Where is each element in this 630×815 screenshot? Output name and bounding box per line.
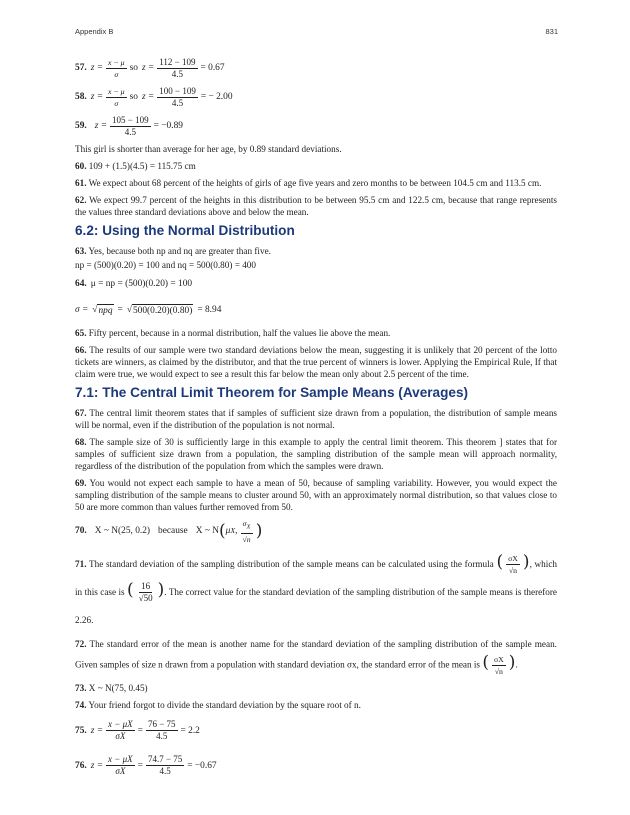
answer-69: 69. You would not expect each sample to have a mean of 50, because of sampling variability. However, you would expect the sampling distribution of the sample means to cluster around 50, with an approximately normal distribution, so that values close to 50 are more common than values further removed from 50. — [75, 478, 557, 512]
answer-68: 68. The sample size of 30 is sufficiently large in this example to apply the central limit theorem. This theorem ] states that for samples of sufficient size drawn from a population, the sampling distribution of the sample mean will approach normality, regardless of the distribution of the population from which the samples were drawn. — [75, 437, 558, 471]
so-word: so — [129, 63, 138, 73]
equals: = — [117, 305, 123, 315]
sqrt-sign: √ — [92, 305, 98, 315]
section-heading-6-2: 6.2: Using the Normal Distribution — [75, 223, 295, 238]
so-word: so — [129, 92, 138, 102]
z-computation: $\frac{105 - 109}{4.5}$ — [112, 114, 149, 137]
item-number: 70. — [75, 526, 87, 537]
sqrt-npq: npq — [98, 305, 113, 316]
eq-result: = − 2.00 — [200, 92, 233, 102]
item-number: 76. — [75, 760, 87, 771]
z-formula: $\frac{x - \mu}{\sigma}$ — [108, 86, 125, 108]
item-number: 64. — [75, 279, 87, 289]
eq-lhs: z = — [90, 725, 104, 736]
z-computation: $\frac{76 - 75}{4.5}$ — [147, 719, 176, 742]
answer-67: 67. The central limit theorem states that if samples of sufficient size drawn from a population, the distribution of sample means will be normal, even if the distribution of the population is not normal. — [75, 408, 557, 430]
because-word: because — [158, 526, 188, 537]
z-formula: $\frac{x - \mu X}{\sigma X}$ — [108, 719, 133, 742]
eq-lhs: z = — [90, 63, 104, 73]
z-computation: $\frac{100 - 109}{4.5}$ — [159, 85, 196, 108]
answer-63-line2: np = (500)(0.20) = 100 and nq = 500(0.80) = 400 — [75, 260, 256, 270]
answer-73: 73. X ~ N(75, 0.45) — [75, 682, 148, 693]
equals: = — [137, 760, 143, 771]
item-number: 75. — [75, 725, 87, 736]
eq-lhs: z = — [90, 92, 104, 102]
answer-57 — [75, 56, 557, 80]
z-formula: $\frac{x - \mu}{\sigma}$ — [108, 57, 125, 79]
eq-result: = 0.67 — [200, 63, 225, 73]
equals: = — [137, 725, 143, 736]
eq-result: = 8.94 — [197, 305, 222, 315]
z-formula: $\frac{x - \mu X}{\sigma X}$ — [108, 754, 133, 777]
comma: , — [235, 526, 238, 537]
answer-59-text: This girl is shorter than average for her age, by 0.89 standard deviations. — [75, 144, 342, 154]
item-number: 58. — [75, 92, 87, 102]
item-number: 59. — [75, 121, 87, 131]
distribution-lhs: X ~ N(25, 0.2) — [94, 526, 151, 537]
eq-lhs: z = — [90, 760, 104, 771]
answer-76 — [75, 751, 557, 781]
eq-lhs: z = — [94, 121, 108, 131]
answer-66: 66. The results of our sample were two standard deviations below the mean, suggesting it is unlikely that 20 percent of the lotto tickets are winners, as claimed by the distributor, and that the true percent of winners is lower. Applying the Empirical Rule, If that claim were true, we would expect to see a result this far below the mean only about 2.5 percent of the time. — [75, 345, 557, 379]
answer-71: 71. The standard deviation of the sampling distribution of the sample means can be calculated using the formula ( $\frac{\sigma X}{√n}$ ), which in this case is ( $\frac{16}{√50}$ ). The correct value for the standard deviation of the sampling distribution of the sample means is therefore 2.26. — [75, 551, 557, 625]
page-number: 831 — [545, 27, 558, 36]
answer-61: 61. We expect about 68 percent of the heights of girls of age five years and zero months to be between 104.5 cm and 113.5 cm. — [75, 178, 542, 188]
answer-64-mu — [75, 276, 557, 292]
answer-65: 65. Fifty percent, because in a normal distribution, half the values lie above the mean. — [75, 328, 391, 338]
answer-75 — [75, 716, 557, 746]
section-heading-7-1: 7.1: The Central Limit Theorem for Sample Means (Averages) — [75, 385, 469, 400]
answer-59 — [75, 114, 557, 138]
sigma-lhs: σ = — [75, 305, 89, 315]
eq-lhs-2: z = — [141, 63, 155, 73]
z-computation: $\frac{112 - 109}{4.5}$ — [159, 56, 196, 79]
item-number: 57. — [75, 63, 87, 73]
eq-result: = 2.2 — [180, 725, 200, 736]
answer-60: 60. 109 + (1.5)(4.5) = 115.75 cm — [75, 161, 196, 171]
page-body — [75, 56, 557, 786]
answer-74: 74. Your friend forgot to divide the standard deviation by the square root of n. — [75, 699, 361, 710]
running-header: Appendix B — [75, 27, 114, 36]
sqrt-values: 500(0.20)(0.80) — [132, 305, 193, 316]
distribution-rhs: X ~ N — [195, 526, 220, 537]
answer-63: 63. Yes, because both np and nq are greater than five. — [75, 246, 271, 256]
eq-result: = −0.89 — [153, 121, 183, 131]
sqrt-sign: √ — [126, 305, 132, 315]
mu-subscript: X — [230, 526, 236, 536]
eq-result: = −0.67 — [187, 760, 217, 771]
answer-72: 72. The standard error of the mean is another name for the standard deviation of the sampling distribution of the sample mean. Given samples of size n drawn from a population with standard deviation σx, the standard error of the mean is ( $\frac{\sigma X}{√n}$ ). — [75, 638, 557, 676]
z-computation: $\frac{74.7 - 75}{4.5}$ — [147, 754, 183, 777]
right-paren: ) — [255, 520, 263, 541]
answer-64-sigma — [75, 298, 557, 322]
answer-70 — [75, 518, 557, 545]
answer-62: 62. We expect 99.7 percent of the heights in this distribution to be between 95.5 cm and 122.5 cm, because that range represents the values three standard deviations above and below the mean. — [75, 195, 557, 217]
mean-formula: μ = np = (500)(0.20) = 100 — [90, 279, 193, 289]
mu-symbol: μ — [225, 526, 231, 537]
left-paren: ( — [219, 520, 226, 541]
sigma-over-root-n: $\frac{\sigma_X}{√n}$ — [242, 519, 251, 544]
answer-58 — [75, 85, 557, 109]
eq-lhs-2: z = — [141, 92, 155, 102]
